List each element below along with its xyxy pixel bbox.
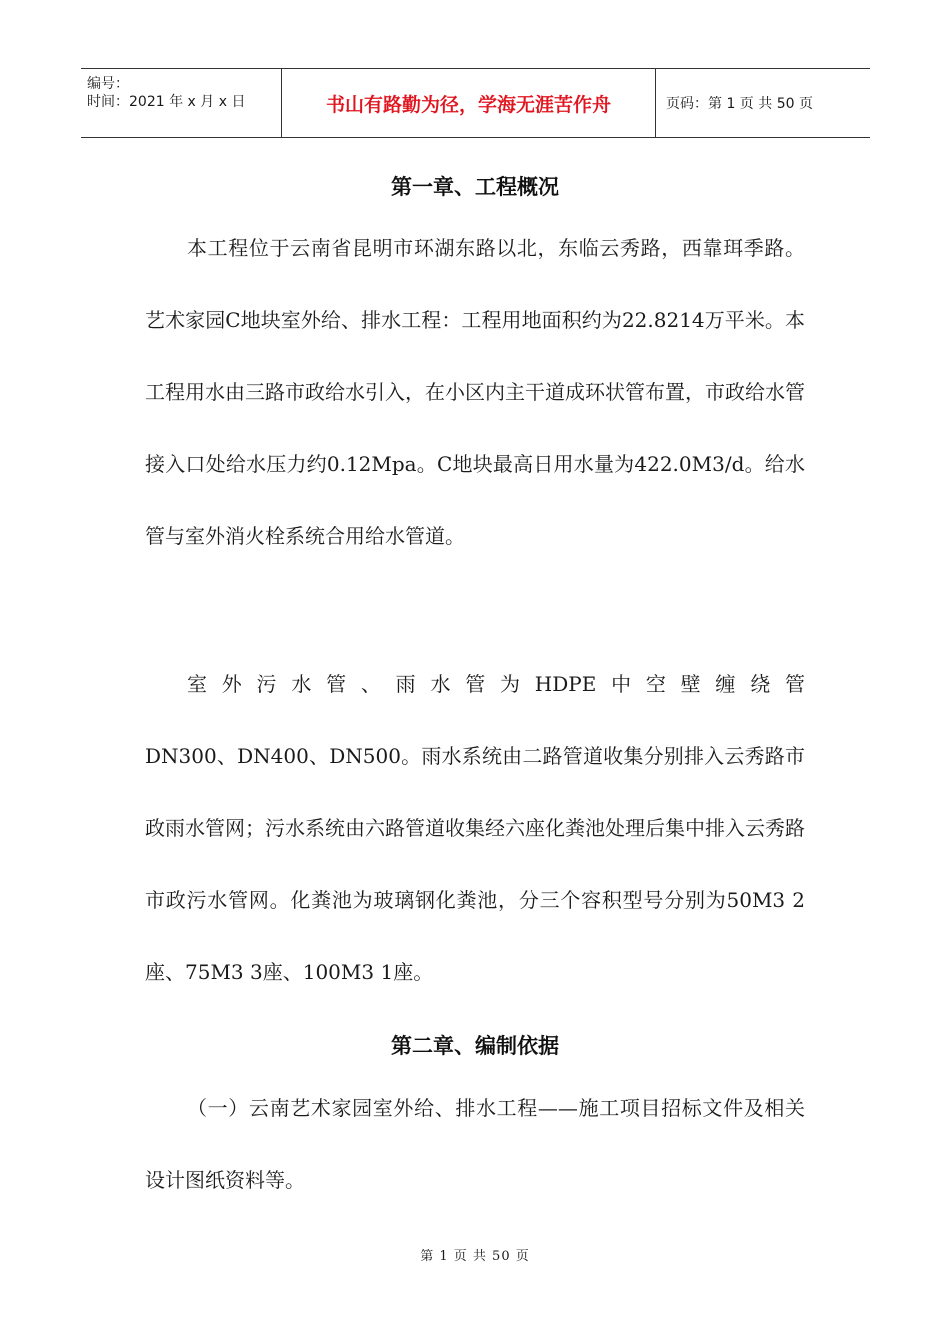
chapter-1-paragraph-1: 本工程位于云南省昆明市环湖东路以北，东临云秀路，西靠珥季路。艺术家园C地块室外给、排水工程：工程用地面积约为22.8214万平米。本工程用水由三路市政给水引入，在小区内主干道成环状管布置，市政给水管接入口处给水压力约0.12Mpa。C地块最高日用水量为422.0M3/d。给水管与室外消火栓系统合用给水管道。 <box>145 236 805 548</box>
chapter-1-paragraph-2-line-1: 室外污水管、雨水管为HDPE中空壁缠绕管 <box>187 672 805 696</box>
page-footer: 第 1 页 共 50 页 <box>420 1249 530 1264</box>
chapter-2-title: 第二章、编制依据 <box>391 1034 559 1058</box>
header-page-label: 页码：第 1 页 共 50 页 <box>666 96 813 112</box>
chapter-2-paragraph-1: （一）云南艺术家园室外给、排水工程——施工项目招标文件及相关设计图纸资料等。 <box>145 1096 805 1192</box>
header-motto: 书山有路勤为径，学海无涯苦作舟 <box>281 69 656 137</box>
document-number-label: 编号： <box>87 76 129 92</box>
chapter-1-paragraph-2: DN300、DN400、DN500。雨水系统由二路管道收集分别排入云秀路市政雨水管网；污水系统由六路管道收集经六座化粪池处理后集中排入云秀路市政污水管网。化粪池为玻璃钢化粪池，分三个容积型号分别为50M3 2座、75M3 3座、100M3 1座。 <box>145 744 805 984</box>
chapter-1-title: 第一章、工程概况 <box>391 175 559 199</box>
header-meta <box>81 69 281 137</box>
document-time-label: 时间：2021 年 x 月 x 日 <box>87 94 246 110</box>
page-header <box>81 68 870 138</box>
